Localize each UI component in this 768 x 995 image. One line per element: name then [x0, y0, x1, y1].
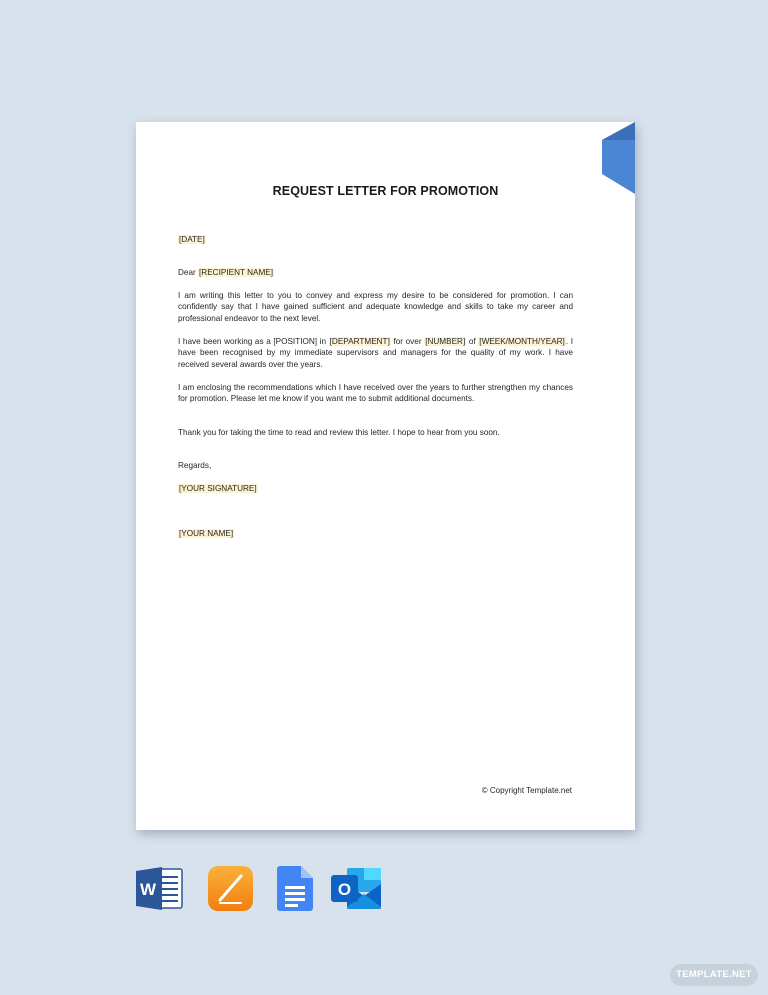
- name-placeholder: [YOUR NAME]: [179, 529, 234, 538]
- letter-title: REQUEST LETTER FOR PROMOTION: [272, 184, 499, 198]
- recipient-placeholder: [RECIPIENT NAME]: [199, 268, 274, 277]
- paragraph-experience-text: of: [466, 337, 479, 346]
- letter-page: [136, 122, 635, 830]
- salutation: [178, 267, 573, 278]
- salutation-prefix: Dear: [178, 268, 199, 277]
- closing: Regards,: [178, 461, 212, 470]
- outlook-icon[interactable]: [331, 866, 383, 911]
- number-placeholder: [NUMBER]: [425, 337, 466, 346]
- period-placeholder: [WEEK/MONTH/YEAR]: [479, 337, 565, 346]
- paragraph-thanks: Thank you for taking the time to read and review this letter. I hope to hear from you soon.: [178, 428, 500, 437]
- department-placeholder: [DEPARTMENT]: [329, 337, 390, 346]
- paragraph-experience-text: for over: [390, 337, 425, 346]
- signature-placeholder: [YOUR SIGNATURE]: [179, 484, 257, 493]
- word-icon[interactable]: [136, 866, 184, 911]
- word-letter: W: [139, 880, 157, 899]
- google-docs-icon[interactable]: [277, 866, 313, 911]
- paragraph-experience-text: I have been working as a [POSITION] in: [178, 337, 329, 346]
- paragraph-intro: I am writing this letter to you to convey and express my desire to be considered for promotion. I can confidently say that I have gained sufficient and adequate knowledge and skills to take my career and professional endeavor to the next level.: [178, 291, 573, 323]
- template-net-badge[interactable]: TEMPLATE.NET: [670, 964, 758, 986]
- paragraph-experience: [178, 336, 573, 370]
- name-field: [178, 528, 573, 539]
- signature-field: [178, 483, 573, 494]
- date-placeholder: [DATE]: [179, 235, 205, 244]
- copyright-text: © Copyright Template.net: [481, 786, 572, 795]
- outlook-letter: O: [337, 880, 352, 899]
- paragraph-recommendations: I am enclosing the recommendations which I have received over the years to further strengthen my chances for promotion. Please let me know if you want me to submit additional documents.: [178, 383, 573, 404]
- date-field: [178, 234, 573, 245]
- pages-icon[interactable]: [208, 866, 253, 911]
- paragraph-experience-text: . I have been recognised by my immediate supervisors and managers for the quality of my work. I have received several awards over the years.: [178, 337, 573, 369]
